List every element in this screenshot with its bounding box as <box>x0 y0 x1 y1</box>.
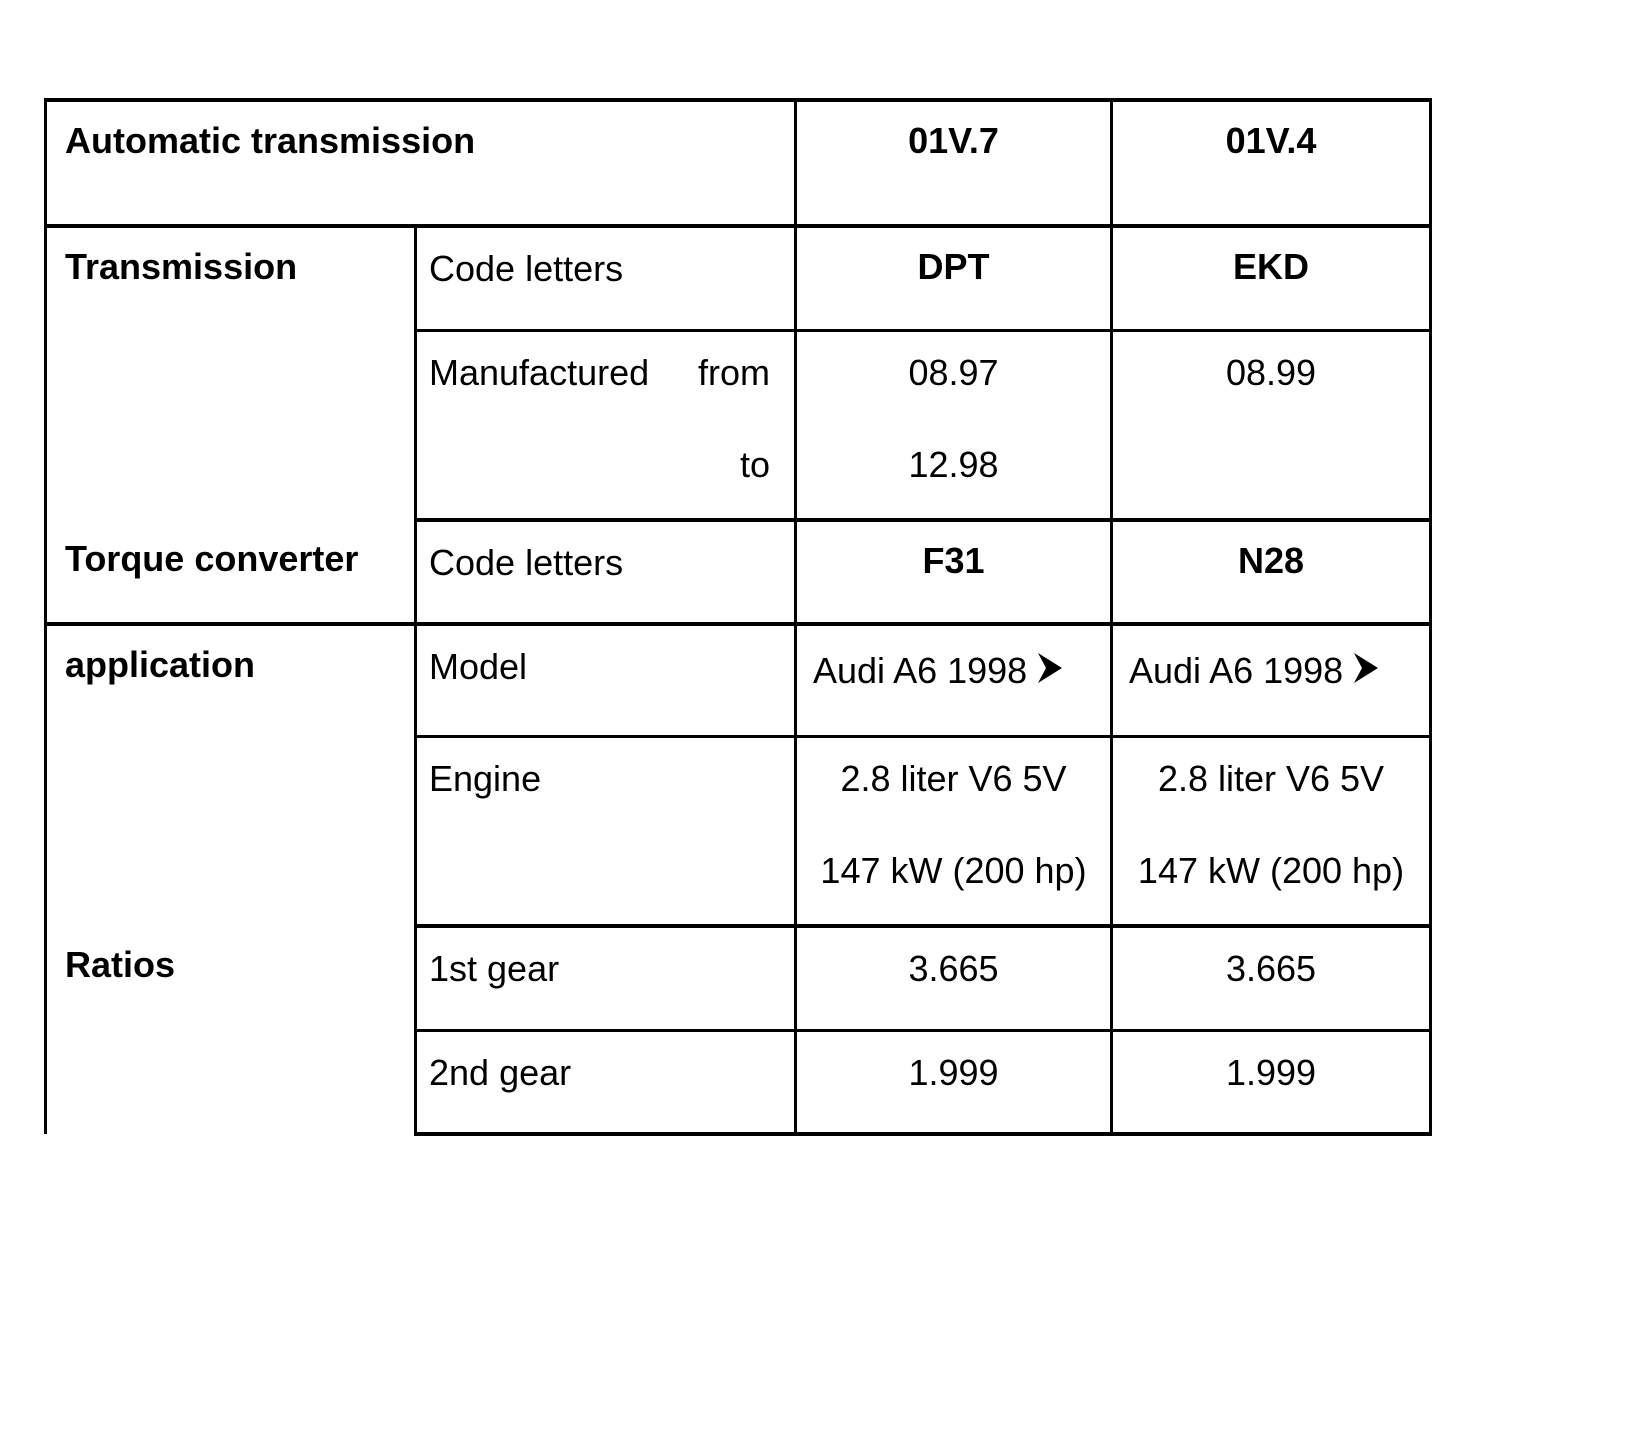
model-01v7: Audi A6 1998 <box>813 650 1028 691</box>
gear2-01v4: 1.999 <box>1112 1030 1431 1134</box>
torque-converter-code-01v4: N28 <box>1112 520 1431 624</box>
manufactured-01v4-cell <box>1112 330 1431 520</box>
category-transmission: Transmission <box>46 226 416 520</box>
gear1-01v7: 3.665 <box>796 926 1112 1030</box>
transmission-code-row <box>46 226 1431 330</box>
gear1-label: 1st gear <box>416 926 796 1030</box>
model-label: Model <box>416 624 796 736</box>
model-01v4: Audi A6 1998 <box>1129 650 1344 691</box>
torque-converter-row <box>46 520 1431 624</box>
manufactured-from-01v7: 08.97 <box>908 351 999 393</box>
transmission-code-01v7: DPT <box>796 226 1112 330</box>
engine-01v4-cell <box>1112 736 1431 926</box>
to-label: to <box>739 443 770 485</box>
engine-power-01v7: 147 kW (200 hp) <box>820 849 1087 891</box>
engine-power-01v4: 147 kW (200 hp) <box>1137 849 1405 891</box>
chevron-right-icon <box>1035 651 1065 685</box>
column-header-01v7: 01V.7 <box>796 100 1112 226</box>
manufactured-01v7-cell <box>796 330 1112 520</box>
table-title: Automatic transmission <box>46 100 796 226</box>
engine-01v7-cell <box>796 736 1112 926</box>
engine-spec-01v4: 2.8 liter V6 5V <box>1157 757 1385 799</box>
manufactured-label: Manufactured <box>429 351 650 393</box>
engine-spec-01v7: 2.8 liter V6 5V <box>840 757 1067 799</box>
engine-label: Engine <box>416 736 796 926</box>
ratios-gear1-row <box>46 926 1431 1030</box>
application-model-row <box>46 624 1431 736</box>
torque-converter-code-label: Code letters <box>416 520 796 624</box>
model-01v4-cell <box>1112 624 1431 736</box>
manufactured-to-01v7: 12.98 <box>908 443 999 485</box>
gear2-01v7: 1.999 <box>796 1030 1112 1134</box>
gear2-label: 2nd gear <box>416 1030 796 1134</box>
column-header-01v4: 01V.4 <box>1112 100 1431 226</box>
model-01v7-cell <box>796 624 1112 736</box>
gear1-01v4: 3.665 <box>1112 926 1431 1030</box>
chevron-right-icon <box>1351 651 1381 685</box>
manufactured-from-01v4: 08.99 <box>1225 351 1317 393</box>
header-row <box>46 100 1431 226</box>
transmission-code-01v4: EKD <box>1112 226 1431 330</box>
category-ratios: Ratios <box>46 926 416 1134</box>
category-torque-converter: Torque converter <box>46 520 416 624</box>
transmission-code-label: Code letters <box>416 226 796 330</box>
torque-converter-code-01v7: F31 <box>796 520 1112 624</box>
category-application: application <box>46 624 416 926</box>
from-label: from <box>698 351 770 393</box>
transmission-spec-table <box>44 98 1432 1136</box>
manufactured-label-cell <box>416 330 796 520</box>
